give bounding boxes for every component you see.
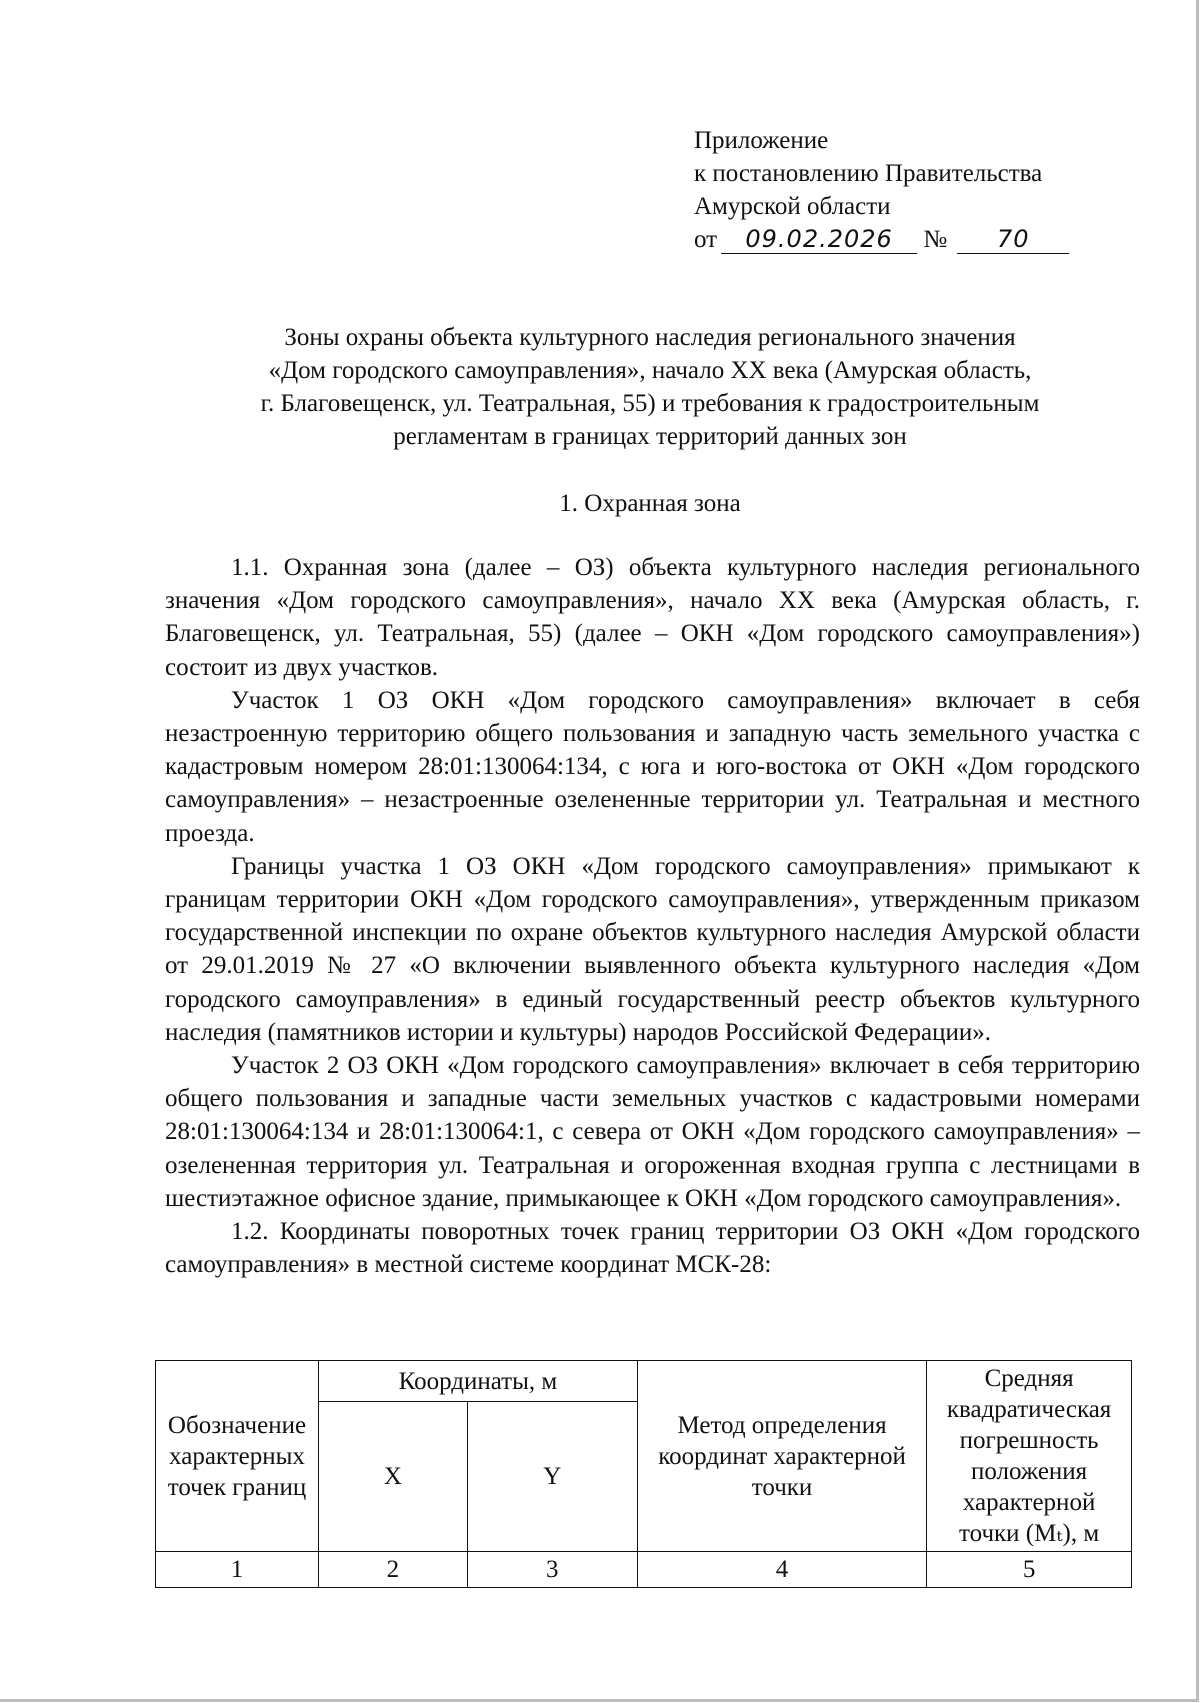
column-number: 4 <box>637 1552 926 1588</box>
paragraph-1-1: 1.1. Охранная зона (далее – ОЗ) объекта культурного наследия регионального значения «Дом городского самоуправления», начало XX века (Амурская область, г. Благовещенск, ул. Театральная, 55) (далее – ОКН «Дом городского самоуправления») состоит из двух участков. <box>165 554 1140 681</box>
handwritten-date: 09.02.2026 <box>721 225 917 254</box>
appendix-line-1: Приложение <box>694 127 829 154</box>
date-prefix: от <box>694 226 718 253</box>
appendix-date-line <box>694 223 1069 256</box>
header-error: Средняя квадратическая погрешность положения характерной точки (Mₜ), м <box>927 1361 1132 1552</box>
table-number-row <box>156 1552 1132 1588</box>
title-line-3: г. Благовещенск, ул. Театральная, 55) и требования к градостроительным <box>260 390 1040 417</box>
appendix-block <box>694 124 1069 256</box>
header-coordinates: Координаты, м <box>319 1361 638 1402</box>
column-number: 3 <box>467 1552 637 1588</box>
column-number: 1 <box>156 1552 319 1588</box>
paragraph-plot-1: Участок 1 ОЗ ОКН «Дом городского самоуправления» включает в себя незастроенную территорию общего пользования и западную часть земельного участка с кадастровым номером 28:01:130064:134, с юга и юго-востока от ОКН «Дом городского самоуправления» – незастроенные озелененные территории ул. Театральная и местного проезда. <box>165 686 1140 847</box>
handwritten-number: 70 <box>957 225 1069 254</box>
body-text <box>165 551 1140 1281</box>
title-line-1: Зоны охраны объекта культурного наследия регионального значения <box>284 324 1016 351</box>
paragraph-plot-2: Участок 2 ОЗ ОКН «Дом городского самоуправления» включает в себя территорию общего пользования и западные части земельных участков с кадастровыми номерами 28:01:130064:134 и 28:01:130064:1, с севера от ОКН «Дом городского самоуправления» – озелененная территория ул. Театральная и огороженная входная группа с лестницами в шестиэтажное офисное здание, примыкающее к ОКН «Дом городского самоуправления». <box>165 1052 1140 1212</box>
column-number: 2 <box>319 1552 468 1588</box>
appendix-line-3: Амурской области <box>694 193 891 220</box>
coordinates-table <box>155 1360 1132 1588</box>
title-line-2: «Дом городского самоуправления», начало XX века (Амурская область, <box>268 357 1032 384</box>
paragraph-1-2: 1.2. Координаты поворотных точек границ территории ОЗ ОКН «Дом городского самоуправления» в местной системе координат МСК-28: <box>165 1218 1140 1279</box>
title-line-4: регламентам в границах территорий данных зон <box>393 423 907 450</box>
header-method: Метод определения координат характерной точки <box>637 1361 926 1552</box>
appendix-line-2: к постановлению Правительства <box>694 160 1043 187</box>
column-number: 5 <box>927 1552 1132 1588</box>
section-heading: 1. Охранная зона <box>559 490 741 517</box>
header-y: Y <box>467 1402 637 1552</box>
table-header-row-1 <box>156 1361 1132 1402</box>
document-title <box>160 321 1140 453</box>
header-x: X <box>319 1402 468 1552</box>
header-boundary-points: Обозначение характерных точек границ <box>156 1361 319 1552</box>
number-sign: № <box>923 226 948 253</box>
paragraph-plot-1-borders: Границы участка 1 ОЗ ОКН «Дом городского самоуправления» примыкают к границам территории ОКН «Дом городского самоуправления», утвержденным приказом государственной инспекции по охране объектов культурного наследия Амурской области от 29.01.2019 № 27 «О включении выявленного объекта культурного наследия «Дом городского самоуправления» в единый государственный реестр объектов культурного наследия (памятников истории и культуры) народов Российской Федерации». <box>165 852 1140 1046</box>
